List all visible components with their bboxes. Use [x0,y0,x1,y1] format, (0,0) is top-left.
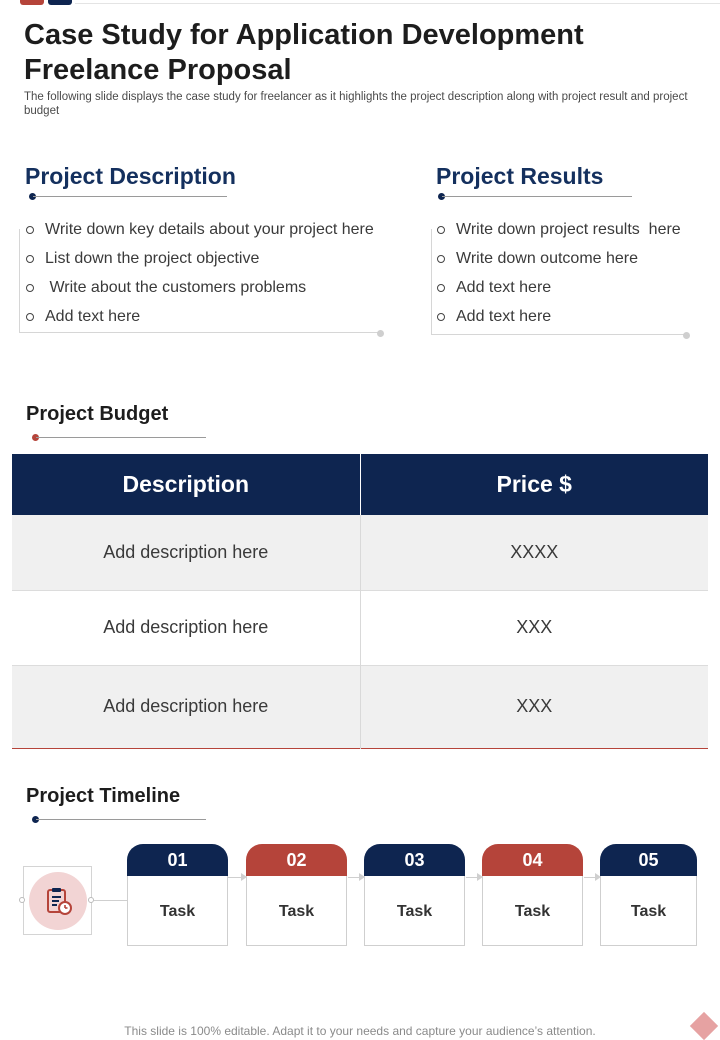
list-item [437,302,681,331]
bullet-icon [26,255,34,263]
list-item-text: List down the project objective [45,249,260,267]
heading-underline [33,196,227,197]
page-title: Case Study for Application Development Freelance Proposal [24,19,584,86]
list-item-text: Add text here [456,278,552,296]
step-label: Task [514,903,551,920]
column-header-description: Description [12,454,360,515]
bullet-icon [26,284,34,292]
table-row [12,590,708,665]
step-number: 01 [127,844,228,876]
budget-table [12,454,708,749]
list-item [437,215,681,244]
timeline-step [482,844,583,946]
project-description-list [26,215,374,331]
bullet-icon [437,313,445,321]
timeline-icon-box [23,866,92,935]
timeline-icon-circle [29,872,87,930]
list-item-text: Write down project results here [456,220,681,238]
box-end-dot [683,332,690,339]
top-tab-navy [48,0,72,5]
list-item [26,215,374,244]
bullet-icon [437,284,445,292]
heading-underline [36,819,206,820]
connector-dot [19,897,25,903]
list-item-text: Add text here [456,307,552,325]
top-tab-red [20,0,44,5]
project-budget-heading: Project Budget [26,403,169,425]
list-item-text: Add text here [45,307,141,325]
table-cell-price: XXXX [360,515,708,590]
step-number: 03 [364,844,465,876]
heading-underline [442,196,632,197]
bullet-icon [26,226,34,234]
page-subtitle: The following slide displays the case study for freelancer as it highlights the project description along with project result and project budget [24,91,688,117]
project-results-heading: Project Results [436,163,604,189]
top-rule [75,3,720,4]
timeline-step [246,844,347,946]
timeline-step [600,844,697,946]
list-item-text: Write down outcome here [456,249,639,267]
list-item [437,273,681,302]
step-number: 02 [246,844,347,876]
table-cell-description: Add description here [12,665,360,748]
top-decoration [20,0,72,5]
bullet-icon [437,226,445,234]
box-end-dot [377,330,384,337]
timeline-connector [228,877,242,878]
step-label: Task [630,903,667,920]
step-label: Task [396,903,433,920]
step-number: 05 [600,844,697,876]
project-timeline-heading: Project Timeline [26,785,181,807]
table-cell-description: Add description here [103,617,269,637]
table-row [12,665,708,748]
timeline-step [127,844,228,946]
list-item [26,302,374,331]
table-cell-price: XXX [360,665,708,748]
footer-note: This slide is 100% editable. Adapt it to your needs and capture your audience’s attention. [124,1024,596,1038]
clipboard-clock-icon [42,885,74,917]
list-item-text: Write down key details about your project here [45,220,374,238]
timeline-connector [94,900,128,901]
table-row [12,515,708,590]
step-label: Task [278,903,315,920]
bullet-icon [26,313,34,321]
step-label: Task [159,903,196,920]
list-item [437,244,681,273]
table-cell-description: Add description here [12,515,360,590]
table-header-row [12,454,708,515]
heading-underline [36,437,206,438]
table-cell-price: XXX [360,590,708,665]
list-item [26,244,374,273]
timeline-step [364,844,465,946]
column-header-price: Price $ [360,454,708,515]
list-item-text: Write about the customers problems [45,278,307,296]
bullet-icon [437,255,445,263]
step-number: 04 [482,844,583,876]
project-results-list [437,215,681,331]
project-description-heading: Project Description [25,163,236,189]
list-item [26,273,374,302]
